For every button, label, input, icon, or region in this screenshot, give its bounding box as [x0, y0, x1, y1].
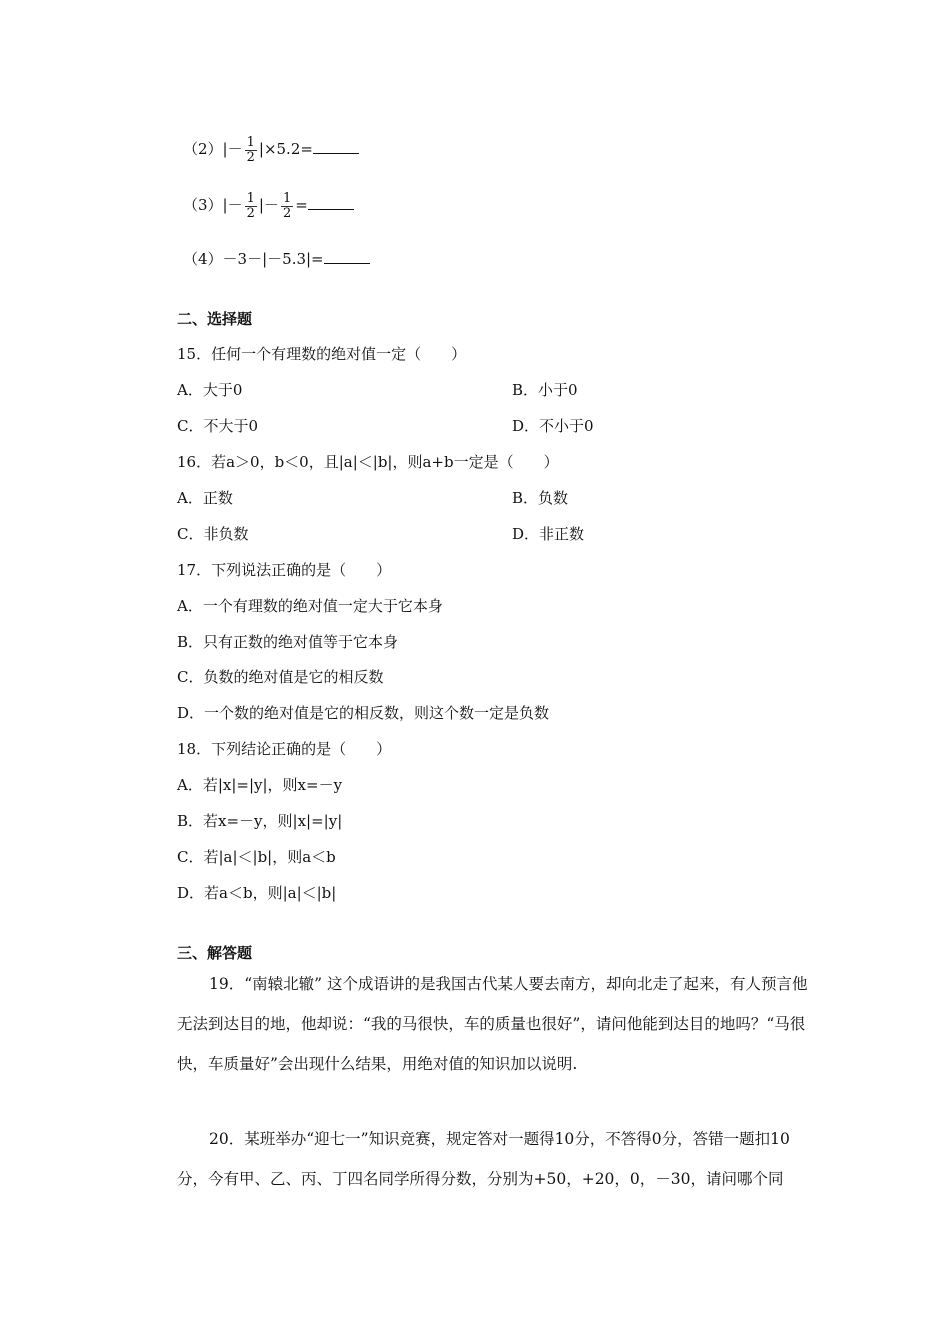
question-16-option-a[interactable]: A．正数	[177, 489, 233, 507]
question-19-text: 19．“南辕北辙” 这个成语讲的是我国古代某人要去南方，却向北走了起来，有人预言他无法到达目的地，他却说：“我的马很快，车的质量也很好”，请问他能到达目的地吗？“马很快，车质量好”会出现什么结果，用绝对值的知识加以说明.	[177, 975, 808, 1073]
question-16-option-b[interactable]: B．负数	[512, 489, 569, 507]
question-17-option-b[interactable]: B．只有正数的绝对值等于它本身	[177, 633, 399, 651]
question-15-stem: 15．任何一个有理数的绝对值一定（ ）	[177, 345, 467, 363]
answer-blank[interactable]	[313, 143, 359, 154]
fill-item-2: （2）|－ $\frac{1}{2}$ |×5.2=	[183, 136, 359, 164]
question-15-option-d[interactable]: D．不小于0	[512, 417, 594, 435]
question-18-option-d[interactable]: D．若a＜b，则|a|＜|b|	[177, 884, 337, 902]
section-heading-choice: 二、选择题	[177, 310, 253, 328]
item-label: （3）	[183, 196, 223, 215]
question-20-text: 20．某班举办“迎七一”知识竞赛，规定答对一题得10分，不答得0分，答错一题扣10分，今有甲、乙、丙、丁四名同学所得分数，分别为+50，+20，0，－30，请问哪个同	[177, 1130, 790, 1188]
fill-item-3: （3）|－ $\frac{1}{2}$ |－ $\frac{1}{2}$ =	[183, 192, 354, 220]
item-label: （4）	[183, 250, 223, 268]
question-17-option-d[interactable]: D．一个数的绝对值是它的相反数，则这个数一定是负数	[177, 704, 550, 722]
question-16-option-d[interactable]: D．非正数	[512, 525, 585, 543]
question-16-option-c[interactable]: C．非负数	[177, 525, 249, 543]
question-15-option-c[interactable]: C．不大于0	[177, 417, 259, 435]
question-15-option-b[interactable]: B．小于0	[512, 381, 578, 399]
answer-blank[interactable]	[308, 199, 354, 210]
question-18-option-c[interactable]: C．若|a|＜|b|，则a＜b	[177, 848, 336, 866]
question-18-stem: 18．下列结论正确的是（ ）	[177, 740, 392, 758]
section-heading-answer: 三、解答题	[177, 944, 253, 962]
question-17-option-c[interactable]: C．负数的绝对值是它的相反数	[177, 668, 384, 686]
question-18-option-a[interactable]: A．若|x|=|y|，则x=－y	[177, 776, 343, 794]
question-16-stem: 16．若a＞0，b＜0，且|a|＜|b|，则a+b一定是（ ）	[177, 453, 559, 471]
question-17-option-a[interactable]: A．一个有理数的绝对值一定大于它本身	[177, 597, 443, 615]
fraction: $\frac{1}{2}$	[282, 191, 292, 221]
question-15-option-a[interactable]: A．大于0	[177, 381, 243, 399]
question-18-option-b[interactable]: B．若x=－y，则|x|=|y|	[177, 812, 343, 830]
fraction: $\frac{1}{2}$	[246, 191, 255, 221]
fraction: $\frac{1}{2}$	[246, 135, 255, 165]
question-17-stem: 17．下列说法正确的是（ ）	[177, 561, 392, 579]
answer-blank[interactable]	[324, 253, 370, 264]
item-label: （2）	[183, 140, 223, 159]
fill-item-4: （4）－3－|－5.3|=	[183, 252, 370, 267]
